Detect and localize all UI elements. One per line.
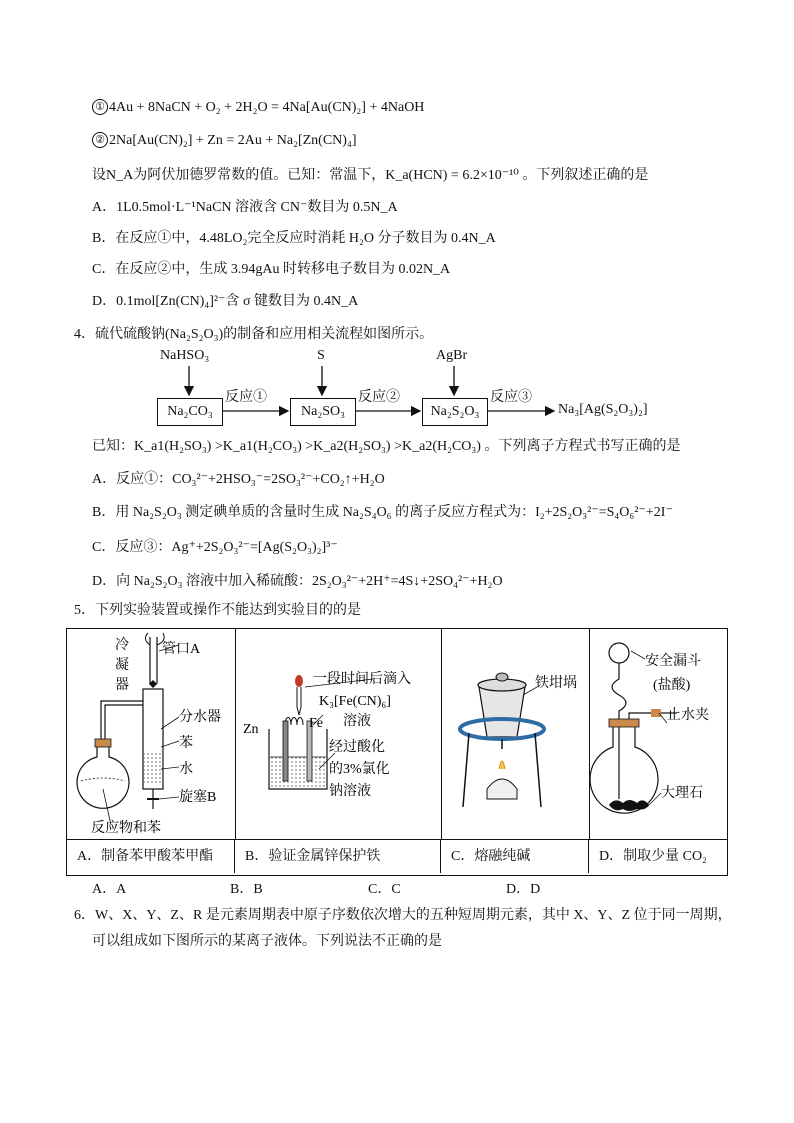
label-water: 水 xyxy=(179,762,193,777)
apparatus-b xyxy=(235,629,442,839)
label-nacl-1: 经过酸化 xyxy=(329,740,385,755)
equation-2: ② 2Na[Au(CN)₂] + Zn = 2Au + Na₂[Zn(CN)₄] xyxy=(92,131,357,151)
label-condenser-2: 凝 xyxy=(115,658,129,673)
q5-option-a: A．A xyxy=(92,882,127,897)
label-iron-crucible: 铁坩埚 xyxy=(535,676,577,691)
label-solution: 溶液 xyxy=(343,714,371,729)
apparatus-table xyxy=(66,628,728,876)
reagent-nahso3: NaHSO₃ xyxy=(160,348,210,363)
box-na2so3: Na₂SO₃ xyxy=(290,398,356,426)
box-na2s2o3: Na₂S₂O₃ xyxy=(422,398,488,426)
label-safety-funnel: 安全漏斗 xyxy=(645,654,701,669)
apparatus-c xyxy=(441,629,590,839)
reaction-2-label: 反应② xyxy=(358,390,400,405)
q4-flow-diagram xyxy=(92,348,732,428)
apparatus-b-drawing xyxy=(235,629,441,839)
equation-1: ① 4Au + 8NaCN + O₂ + 2H₂O = 4Na[Au(CN)₂] + 4NaOH xyxy=(92,98,424,118)
label-benzene: 苯 xyxy=(179,736,193,751)
label-zn: Zn xyxy=(243,722,259,737)
label-water-clamp: 止水夹 xyxy=(667,708,709,723)
label-valve-b: 旋塞B xyxy=(179,790,217,805)
apparatus-d xyxy=(589,629,728,839)
q4-option-a: A．反应①：CO₃²⁻+2HSO₃⁻=2SO₃²⁻+CO₂↑+H₂O xyxy=(92,472,385,487)
label-water-separator: 分水器 xyxy=(179,710,221,725)
label-nacl-2: 的3%氯化 xyxy=(329,762,390,777)
label-reagent: K₃[Fe(CN)₆] xyxy=(319,694,391,709)
q4-option-d: D．向 Na₂S₂O₃ 溶液中加入稀硫酸：2S₂O₃²⁻+2H⁺=4S↓+2SO₄²⁻+H₂O xyxy=(92,574,503,589)
caption-d: D．制取少量 CO₂ xyxy=(589,839,727,873)
q4-known: 已知：K_a1(H₂SO₃) >K_a1(H₂CO₃) >K_a2(H₂SO₃) >K_a2(H₂CO₃) 。下列离子方程式书写正确的是 xyxy=(92,439,681,454)
q6-line-1: 6．W、X、Y、Z、R 是元素周期表中原子序数依次增大的五种短周期元素，其中 X、Y、Z 位于同一周期， xyxy=(74,908,732,923)
q3-option-a: A．1L0.5mol·L⁻¹NaCN 溶液含 CN⁻数目为 0.5N_A xyxy=(92,200,398,215)
label-marble: 大理石 xyxy=(661,786,703,801)
q5-options xyxy=(92,878,644,898)
label-drip: 一段时间后滴入 xyxy=(313,672,411,687)
q3-option-d: D．0.1mol[Zn(CN)₄]²⁻含 σ 键数目为 0.4N_A xyxy=(92,294,359,309)
q4-option-b: B．用 Na₂S₂O₃ 测定碘单质的含量时生成 Na₂S₄O₆ 的离子反应方程式为：I₂+2S₂O₃²⁻=S₄O₆²⁻+2I⁻ xyxy=(92,505,673,520)
label-condenser-3: 器 xyxy=(115,678,129,693)
label-port-a: 管口A xyxy=(162,642,201,657)
q4-option-c: C．反应③：Ag⁺+2S₂O₃²⁻=[Ag(S₂O₃)₂]³⁻ xyxy=(92,540,338,555)
q5-title: 5．下列实验装置或操作不能达到实验目的的是 xyxy=(74,603,361,618)
box-na2co3: Na₂CO₃ xyxy=(157,398,223,426)
q3-option-b: B．在反应①中，4.48LO₂完全反应时消耗 H₂O 分子数目为 0.4N_A xyxy=(92,231,496,246)
q5-option-d: D．D xyxy=(506,882,541,897)
label-condenser-1: 冷 xyxy=(115,638,129,653)
reagent-agbr: AgBr xyxy=(436,348,468,363)
apparatus-d-drawing xyxy=(589,629,727,839)
apparatus-c-drawing xyxy=(441,629,589,839)
q3-option-c: C．在反应②中，生成 3.94gAu 时转移电子数目为 0.02N_A xyxy=(92,262,451,277)
reaction-3-label: 反应③ xyxy=(490,390,532,405)
caption-c: C．熔融纯碱 xyxy=(441,839,589,873)
caption-a: A．制备苯甲酸苯甲酯 xyxy=(67,839,235,873)
reaction-1-label: 反应① xyxy=(225,390,267,405)
label-hydrochloric-acid: (盐酸) xyxy=(653,678,691,693)
label-reactants: 反应物和苯 xyxy=(91,821,161,836)
q3-stem: 设N_A为阿伏加德罗常数的值。已知：常温下，K_a(HCN) = 6.2×10⁻¹⁰ 。下列叙述正确的是 xyxy=(92,168,649,183)
label-fe: Fe xyxy=(309,716,323,731)
label-nacl-3: 钠溶液 xyxy=(329,784,371,799)
reagent-s: S xyxy=(317,348,325,363)
equation-1-number: ① xyxy=(92,99,108,115)
q5-option-b: B．B xyxy=(230,882,263,897)
apparatus-a-drawing xyxy=(67,629,235,839)
q4-title: 4．硫代硫酸钠(Na₂S₂O₃)的制备和应用相关流程如图所示。 xyxy=(74,327,434,342)
caption-b: B．验证金属锌保护铁 xyxy=(235,839,441,873)
product-label: Na₃[Ag(S₂O₃)₂] xyxy=(558,402,648,417)
q6-line-2: 可以组成如下图所示的某离子液体。下列说法不正确的是 xyxy=(92,934,442,949)
apparatus-a xyxy=(67,629,236,839)
q5-option-c: C．C xyxy=(368,882,401,897)
equation-2-number: ② xyxy=(92,132,108,148)
